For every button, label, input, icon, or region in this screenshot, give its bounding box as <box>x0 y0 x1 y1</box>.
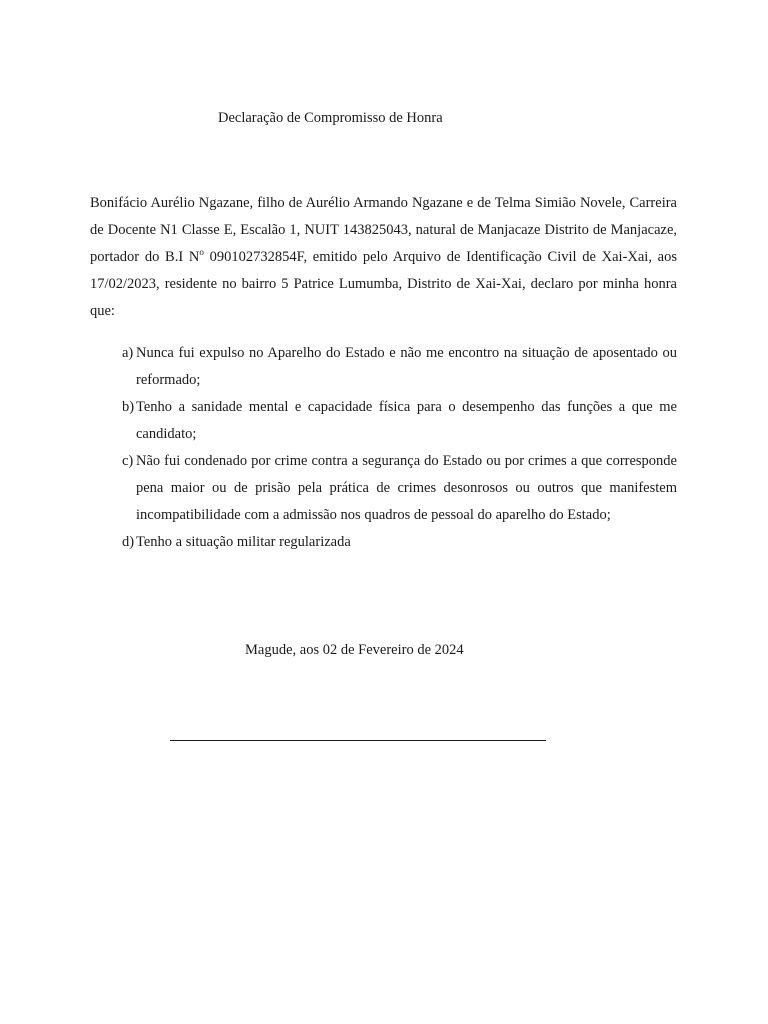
list-item-text: Nunca fui expulso no Aparelho do Estado e não me encontro na situação de aposentado ou reformado; <box>136 345 677 388</box>
intro-text-part-2: 090102732854F, emitido pelo Arquivo de Identificação Civil de Xai-Xai, aos 17/02/2023, residente no bairro 5 Patrice Lumumba, Distrito de Xai-Xai, declaro por minha honra que: <box>90 249 678 319</box>
declaration-items-list <box>90 340 677 556</box>
list-item <box>90 340 677 394</box>
list-item-text: Tenho a situação militar regularizada <box>136 534 351 550</box>
list-item-marker: d) <box>122 534 135 550</box>
numero-superscript: o <box>199 247 204 258</box>
list-item <box>90 448 677 529</box>
list-item-marker: b) <box>122 399 135 415</box>
list-item <box>90 529 677 556</box>
declaration-intro-paragraph <box>90 190 677 325</box>
signature-line <box>170 740 546 741</box>
list-item-marker: a) <box>122 345 134 361</box>
list-item-text: Não fui condenado por crime contra a segurança do Estado ou por crimes a que corresponde pena maior ou de prisão pela prática de crimes desonrosos ou outros que manifestem incompatibilidade com a admissão nos quadros de pessoal do aparelho do Estado; <box>136 453 677 523</box>
list-item <box>90 394 677 448</box>
document-title: Declaração de Compromisso de Honra <box>218 110 443 126</box>
intro-text-part-1: Bonifácio Aurélio Ngazane, filho de Aurélio Armando Ngazane e de Telma Simião Novele, Carreira de Docente N1 Classe E, Escalão 1, NUIT 143825043, natural de Manjacaze Distrito de Manjacaze, portador do B.I N <box>90 195 677 265</box>
place-and-date: Magude, aos 02 de Fevereiro de 2024 <box>245 642 464 658</box>
list-item-marker: c) <box>122 453 134 469</box>
list-item-text: Tenho a sanidade mental e capacidade física para o desempenho das funções a que me candidato; <box>136 399 677 442</box>
